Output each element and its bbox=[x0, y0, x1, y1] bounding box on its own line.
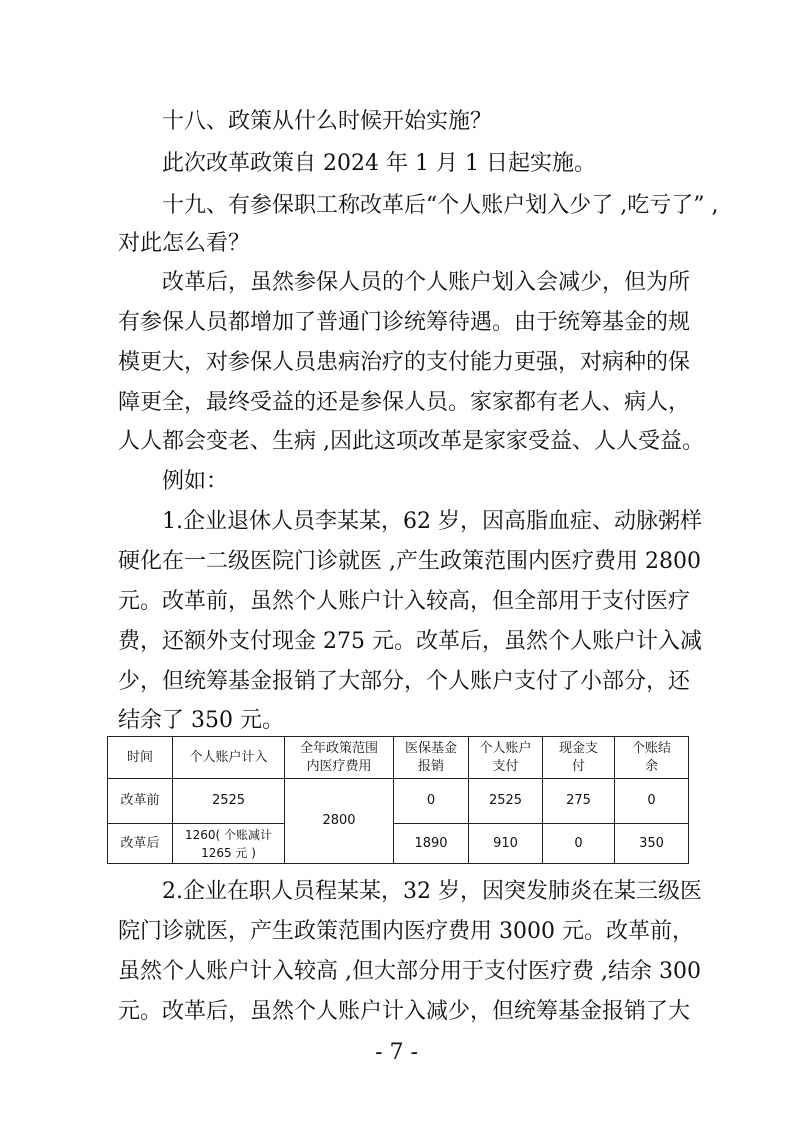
table-cell: 改革前 bbox=[108, 779, 173, 824]
table-cell: 275 bbox=[543, 779, 615, 824]
table-header-cell: 个账结 余 bbox=[615, 737, 689, 779]
example-1-line: 硬化在一二级医院门诊就医 ,产生政策范围内医疗费用 2800 bbox=[118, 549, 701, 574]
example-1-line: 元。改革前，虽然个人账户计入较高，但全部用于支付医疗 bbox=[118, 589, 691, 614]
table-cell: 1260( 个账减计 1265 元 ) bbox=[173, 824, 285, 864]
example-1-line: 结余了 350 元。 bbox=[118, 708, 284, 733]
question-19-heading-cont: 对此怎么看？ bbox=[118, 231, 251, 256]
example-1-line: 费，还额外支付现金 275 元。改革后，虽然个人账户计入减 bbox=[118, 629, 702, 654]
table-header-cell: 时间 bbox=[108, 737, 173, 779]
table-header-cell: 现金支 付 bbox=[543, 737, 615, 779]
table-cell-merged: 2800 bbox=[285, 779, 394, 864]
table-cell: 0 bbox=[543, 824, 615, 864]
example-2-line: 虽然个人账户计入较高 ,但大部分用于支付医疗费 ,结余 300 bbox=[118, 959, 701, 984]
table-row bbox=[108, 824, 689, 864]
table-cell: 改革后 bbox=[108, 824, 173, 864]
question-19-heading: 十九、有参保职工称改革后“个人账户划入少了 ,吃亏了” , bbox=[162, 193, 719, 218]
table-header-cell: 全年政策范围 内医疗费用 bbox=[285, 737, 394, 779]
example-2-line: 院门诊就医，产生政策范围内医疗费用 3000 元。改革前， bbox=[118, 919, 694, 944]
table-cell: 1890 bbox=[394, 824, 469, 864]
comparison-table bbox=[107, 736, 689, 864]
example-label: 例如： bbox=[162, 469, 229, 494]
table-cell: 0 bbox=[615, 779, 689, 824]
question-18-heading: 十八、政策从什么时候开始实施？ bbox=[162, 109, 493, 134]
table-row bbox=[108, 779, 689, 824]
answer-19-line: 障更全，最终受益的还是参保人员。家家都有老人、病人， bbox=[118, 390, 691, 415]
table-header-cell: 医保基金 报销 bbox=[394, 737, 469, 779]
table-header-cell: 个人账户计入 bbox=[173, 737, 285, 779]
example-1-line: 1.企业退休人员李某某，62 岁，因高脂血症、动脉粥样 bbox=[162, 509, 702, 534]
table-cell: 2525 bbox=[469, 779, 543, 824]
table-header-cell: 个人账户 支付 bbox=[469, 737, 543, 779]
answer-19-line: 人人都会变老、生病 ,因此这项改革是家家受益、人人受益。 bbox=[118, 429, 704, 454]
table-cell: 350 bbox=[615, 824, 689, 864]
example-2-line: 2.企业在职人员程某某，32 岁，因突发肺炎在某三级医 bbox=[162, 879, 702, 904]
table-cell: 0 bbox=[394, 779, 469, 824]
table-cell: 2525 bbox=[173, 779, 285, 824]
answer-18: 此次改革政策自 2024 年 1 月 1 日起实施。 bbox=[162, 151, 596, 176]
answer-19-line: 模更大，对参保人员患病治疗的支付能力更强，对病种的保 bbox=[118, 350, 691, 375]
answer-19-line: 有参保人员都增加了普通门诊统筹待遇。由于统筹基金的规 bbox=[118, 310, 691, 335]
example-2-line: 元。改革后，虽然个人账户计入减少，但统筹基金报销了大 bbox=[118, 999, 691, 1024]
table-cell: 910 bbox=[469, 824, 543, 864]
table-header-row bbox=[108, 737, 689, 779]
page-number: - 7 - bbox=[375, 1040, 418, 1065]
answer-19-line: 改革后，虽然参保人员的个人账户划入会减少，但为所 bbox=[162, 270, 691, 295]
example-1-line: 少，但统筹基金报销了大部分，个人账户支付了小部分，还 bbox=[118, 669, 691, 694]
